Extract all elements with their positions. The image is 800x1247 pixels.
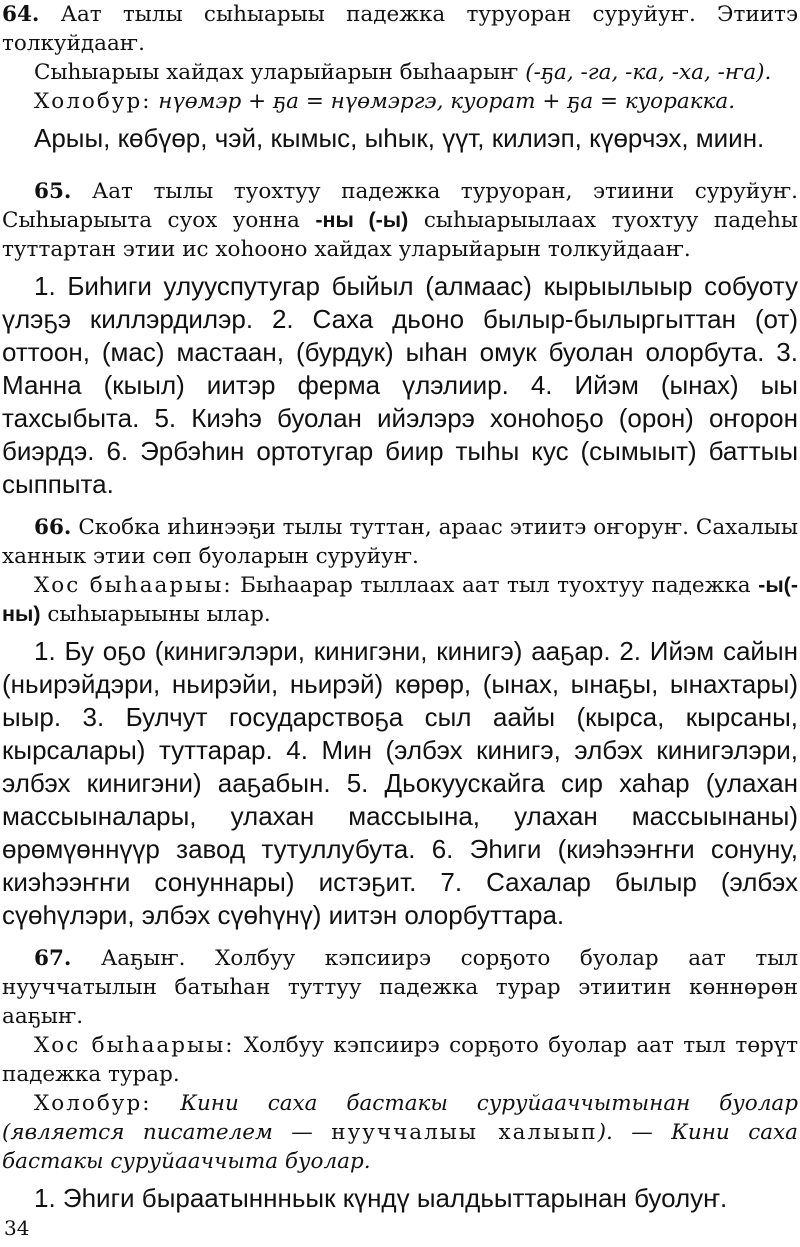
ex64-example <box>2 87 798 116</box>
ex66-rule <box>2 571 798 629</box>
ex67-text-first: 1. Эһиги быраатыннньык күндү ыалдьыттарынан буолуҥ. <box>34 1183 728 1213</box>
ex66-task-text: Скобка иһинээҕи тылы туттан, араас этиитэ оҥоруҥ. Сахалыы ханнык этии сөп буоларын суруйуҥ. <box>2 515 798 569</box>
ex67-rule-label: Хос быһаарыы: <box>34 1033 235 1058</box>
ex66-text: 1. Бу оҕо (кинигэлэри, кинигэни, кинигэ) ааҕар. 2. Ийэм сайын (ньирэйдэри, ньирэйи, ньирэй) көрөр, (ынах, ынаҕы, ынахтары) ыыр. 3. Булчут государствоҕа сыл аайы (кырса, кырсаны, кырсалары) туттарар. 4. Мин (элбэх кинигэ, элбэх кинигэлэри, элбэх кинигэни) ааҕабын. 5. Дьокуускайга сир хаһар (улахан массыыналары, улахан массыына, улахан массыынаны) өрөмүөннүүр завод тутуллубута. 6. Эһиги (киэһээҥҥи сонуну, киэһээҥҥи сонуннары) истэҕит. 7. Сахалар былыр (элбэх сүөһүлэри, элбэх сүөһүнү) иитэн олорбуттара. <box>2 636 798 930</box>
document-page <box>2 0 798 1215</box>
ex67-example-text-b: ). — Кини саха бастакы суруйааччыта буолар. <box>2 1120 799 1174</box>
ex66-rule-text-a: Быһаарар тыллаах аат тыл туохтуу падежка <box>232 573 759 598</box>
ex65-task <box>2 177 798 264</box>
ex64-task-text: Аат тылы сыһыарыы падежка туруоран суруйуҥ. Этиитэ толкуйдааҥ. <box>2 2 798 56</box>
ex66-rule-text-b: сыһыарыыны ылар. <box>40 602 271 627</box>
ex64-example-label: Холобур: <box>34 89 152 114</box>
ex65-text: 1. Биһиги улууспутугар быйыл (алмаас) кырыылыыр собуоту үлэҕэ киллэрдилэр. 2. Саха дьоно былыр-былыргыттан (от) оттоон, (мас) мастаан, (бурдук) ыһан омук буолан олорбута. 3. Манна (кыыл) иитэр ферма үлэлиир. 4. Ийэм (ынах) ыы тахсыбыта. 5. Киэһэ буолан ийэлэрэ хоноһоҕо (орон) оҥорон биэрдэ. 6. Эрбэһин ортотугар биир тыһы кус (сымыыт) баттыы сыппыта. <box>2 271 798 499</box>
ex65-task-text-a: Аат тылы туохтуу падежка туруоран, этиини суруйуҥ. Сыһыарыыта суох уонна <box>2 179 798 233</box>
ex66-number: 66. <box>34 515 72 540</box>
ex65-number: 65. <box>34 179 72 204</box>
ex67-example <box>2 1089 798 1176</box>
ex64-number: 64. <box>2 2 40 27</box>
ex67-example-dash: — <box>272 1120 332 1145</box>
ex66-rule-suffix: -ы(-ны) <box>2 573 798 626</box>
ex64-example-text: нүөмэр + ҕа = нүөмэргэ, куорат + ҕа = куоракка. <box>151 89 736 114</box>
ex67-number: 67. <box>34 946 72 971</box>
ex65-task-suffix: -ны (-ы) <box>315 208 409 232</box>
ex66-rule-label: Хос быһаарыы: <box>34 573 233 598</box>
ex64-note <box>2 58 798 87</box>
ex67-example-spaced: нууччалыы халыып <box>331 1120 598 1145</box>
ex64-task <box>2 0 798 58</box>
ex67-example-label: Холобур: <box>34 1091 152 1116</box>
ex67-task-text: Ааҕыҥ. Холбуу кэпсиирэ сорҕото буолар аат тыл нууччатылын батыһан туттуу падежка турар этиитин көннөрөн ааҕыҥ. <box>2 946 798 1029</box>
ex67-rule <box>2 1031 798 1089</box>
ex66-task <box>2 513 798 571</box>
ex67-rule-text: Холбуу кэпсиирэ сорҕото буолар аат тыл төрүт падежка турар. <box>2 1033 798 1087</box>
ex64-note-suffixes: (-ҕа, -га, -ка, -ха, -ҥа). <box>518 60 772 85</box>
page-number: 34 <box>4 1216 30 1240</box>
ex64-note-text: Сыһыарыы хайдах уларыйарын быһаарыҥ <box>34 60 519 85</box>
ex64-words: Арыы, көбүөр, чэй, кымыс, ыһык, үүт, килиэп, күөрчэх, миин. <box>34 123 765 153</box>
ex67-example-text-a: Кини саха бастакы суруйааччытынан буолар (является писателем <box>2 1091 798 1145</box>
ex67-task <box>2 944 798 1031</box>
ex65-task-text-b: сыһыарыылаах туохтуу падеһы туттартан этии ис хоһооно хайдах уларыйарын толкуйдааҥ. <box>2 208 799 262</box>
